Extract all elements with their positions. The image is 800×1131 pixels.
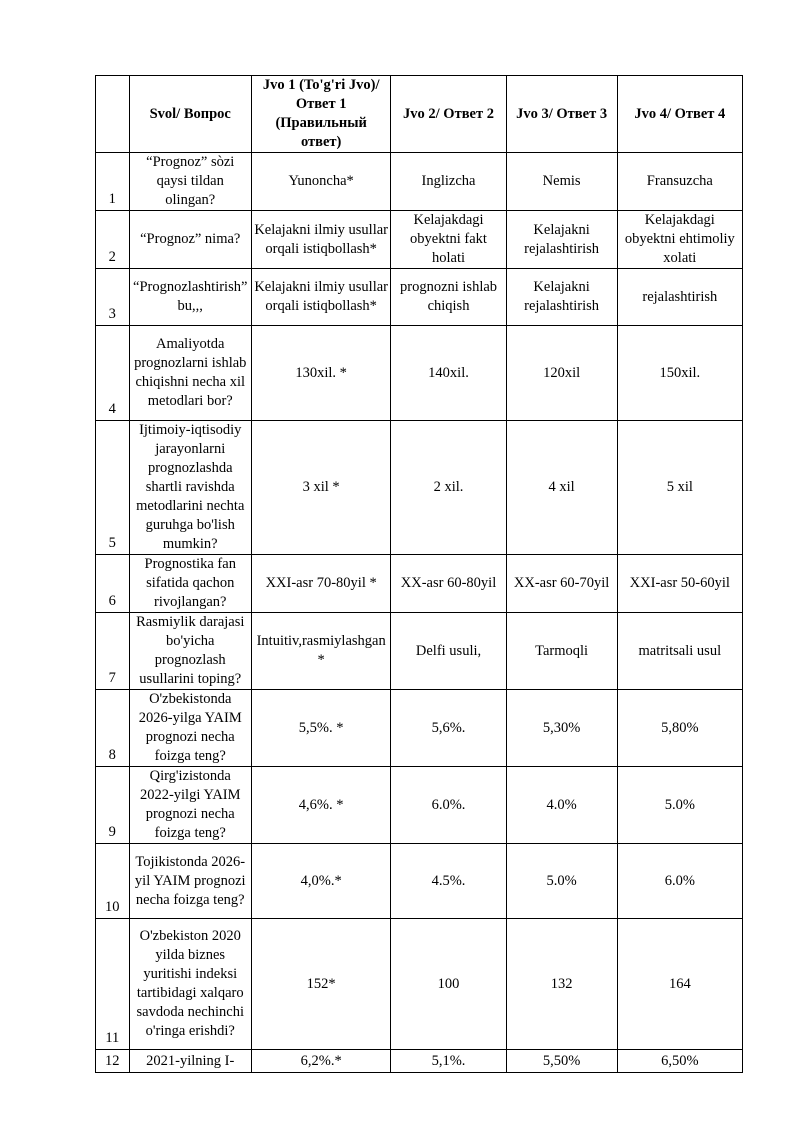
answer-4-cell: 164 bbox=[617, 919, 742, 1050]
question-cell: Amaliyotda prognozlarni ishlab chiqishni necha xil metodlari bor? bbox=[129, 326, 251, 421]
answer-2-cell: 4.5%. bbox=[391, 844, 506, 919]
answer-3-cell: Kelajakni rejalashtirish bbox=[506, 211, 617, 269]
answer-1-cell: 4,0%.* bbox=[251, 844, 391, 919]
answer-1-cell: 6,2%.* bbox=[251, 1050, 391, 1073]
question-cell: “Prognoz” nima? bbox=[129, 211, 251, 269]
answer-3-cell: 132 bbox=[506, 919, 617, 1050]
answer-3-cell: 5,50% bbox=[506, 1050, 617, 1073]
table-row bbox=[96, 844, 743, 919]
answer-4-cell: rejalashtirish bbox=[617, 269, 742, 326]
answer-2-cell: 6.0%. bbox=[391, 767, 506, 844]
row-number: 7 bbox=[96, 613, 130, 690]
table-row bbox=[96, 153, 743, 211]
answer-2-cell: XX-asr 60-80yil bbox=[391, 555, 506, 613]
row-number: 2 bbox=[96, 211, 130, 269]
answer-4-cell: 6.0% bbox=[617, 844, 742, 919]
table-row bbox=[96, 421, 743, 555]
row-number: 12 bbox=[96, 1050, 130, 1073]
question-cell: Tojikistonda 2026-yil YAIM prognozi necha foizga teng? bbox=[129, 844, 251, 919]
row-number: 5 bbox=[96, 421, 130, 555]
question-cell: Ijtimoiy-iqtisodiy jarayonlarni prognozlashda shartli ravishda metodlarini nechta guruhga bo'lish mumkin? bbox=[129, 421, 251, 555]
answer-4-cell: 150xil. bbox=[617, 326, 742, 421]
answer-4-cell: 5,80% bbox=[617, 690, 742, 767]
table-row bbox=[96, 326, 743, 421]
answer-1-cell: 3 xil * bbox=[251, 421, 391, 555]
answer-2-cell: 5,6%. bbox=[391, 690, 506, 767]
question-cell: Qirg'izistonda 2022-yilgi YAIM prognozi necha foizga teng? bbox=[129, 767, 251, 844]
header-question: Svol/ Вопрос bbox=[129, 76, 251, 153]
question-cell: “Prognozlashtirish” bu,,, bbox=[129, 269, 251, 326]
answer-4-cell: Kelajakdagi obyektni ehtimoliy xolati bbox=[617, 211, 742, 269]
table-row bbox=[96, 555, 743, 613]
table-row bbox=[96, 211, 743, 269]
table-row bbox=[96, 767, 743, 844]
quiz-table bbox=[95, 75, 743, 1073]
answer-2-cell: Kelajakdagi obyektni fakt holati bbox=[391, 211, 506, 269]
row-number: 3 bbox=[96, 269, 130, 326]
answer-1-cell: 4,6%. * bbox=[251, 767, 391, 844]
answer-2-cell: 100 bbox=[391, 919, 506, 1050]
question-cell: O'zbekistonda 2026-yilga YAIM prognozi necha foizga teng? bbox=[129, 690, 251, 767]
row-number: 4 bbox=[96, 326, 130, 421]
answer-1-cell: 152* bbox=[251, 919, 391, 1050]
row-number: 9 bbox=[96, 767, 130, 844]
answer-3-cell: 4.0% bbox=[506, 767, 617, 844]
table-row bbox=[96, 690, 743, 767]
answer-1-cell: Yunoncha* bbox=[251, 153, 391, 211]
row-number: 8 bbox=[96, 690, 130, 767]
row-number: 10 bbox=[96, 844, 130, 919]
header-answer-1: Jvo 1 (To'g'ri Jvo)/ Ответ 1 (Правильный ответ) bbox=[251, 76, 391, 153]
header-answer-3: Jvo 3/ Ответ 3 bbox=[506, 76, 617, 153]
table-row bbox=[96, 919, 743, 1050]
answer-2-cell: prognozni ishlab chiqish bbox=[391, 269, 506, 326]
header-answer-4: Jvo 4/ Ответ 4 bbox=[617, 76, 742, 153]
question-cell: “Prognoz” sòzi qaysi tildan olingan? bbox=[129, 153, 251, 211]
answer-4-cell: XXI-asr 50-60yil bbox=[617, 555, 742, 613]
answer-4-cell: 6,50% bbox=[617, 1050, 742, 1073]
answer-3-cell: Kelajakni rejalashtirish bbox=[506, 269, 617, 326]
question-cell: O'zbekiston 2020 yilda biznes yuritishi indeksi tartibidagi xalqaro savdoda nechinchi o'ringa erishdi? bbox=[129, 919, 251, 1050]
answer-3-cell: Tarmoqli bbox=[506, 613, 617, 690]
answer-1-cell: Kelajakni ilmiy usullar orqali istiqbollash* bbox=[251, 269, 391, 326]
answer-4-cell: 5.0% bbox=[617, 767, 742, 844]
answer-3-cell: 5,30% bbox=[506, 690, 617, 767]
answer-3-cell: 120xil bbox=[506, 326, 617, 421]
row-number: 1 bbox=[96, 153, 130, 211]
table-header-row bbox=[96, 76, 743, 153]
table-row bbox=[96, 1050, 743, 1073]
answer-3-cell: Nemis bbox=[506, 153, 617, 211]
answer-2-cell: 2 xil. bbox=[391, 421, 506, 555]
answer-1-cell: Intuitiv,rasmiylashgan * bbox=[251, 613, 391, 690]
answer-4-cell: matritsali usul bbox=[617, 613, 742, 690]
question-cell: Prognostika fan sifatida qachon rivojlangan? bbox=[129, 555, 251, 613]
answer-3-cell: 4 xil bbox=[506, 421, 617, 555]
answer-2-cell: Delfi usuli, bbox=[391, 613, 506, 690]
answer-2-cell: Inglizcha bbox=[391, 153, 506, 211]
question-cell: Rasmiylik darajasi bo'yicha prognozlash usullarini toping? bbox=[129, 613, 251, 690]
row-number: 6 bbox=[96, 555, 130, 613]
header-answer-2: Jvo 2/ Ответ 2 bbox=[391, 76, 506, 153]
header-num bbox=[96, 76, 130, 153]
answer-3-cell: 5.0% bbox=[506, 844, 617, 919]
answer-4-cell: Fransuzcha bbox=[617, 153, 742, 211]
row-number: 11 bbox=[96, 919, 130, 1050]
answer-2-cell: 140xil. bbox=[391, 326, 506, 421]
table-row bbox=[96, 613, 743, 690]
answer-2-cell: 5,1%. bbox=[391, 1050, 506, 1073]
answer-3-cell: XX-asr 60-70yil bbox=[506, 555, 617, 613]
answer-1-cell: Kelajakni ilmiy usullar orqali istiqbollash* bbox=[251, 211, 391, 269]
question-cell: 2021-yilning I- bbox=[129, 1050, 251, 1073]
answer-4-cell: 5 xil bbox=[617, 421, 742, 555]
answer-1-cell: XXI-asr 70-80yil * bbox=[251, 555, 391, 613]
answer-1-cell: 130xil. * bbox=[251, 326, 391, 421]
answer-1-cell: 5,5%. * bbox=[251, 690, 391, 767]
table-row bbox=[96, 269, 743, 326]
